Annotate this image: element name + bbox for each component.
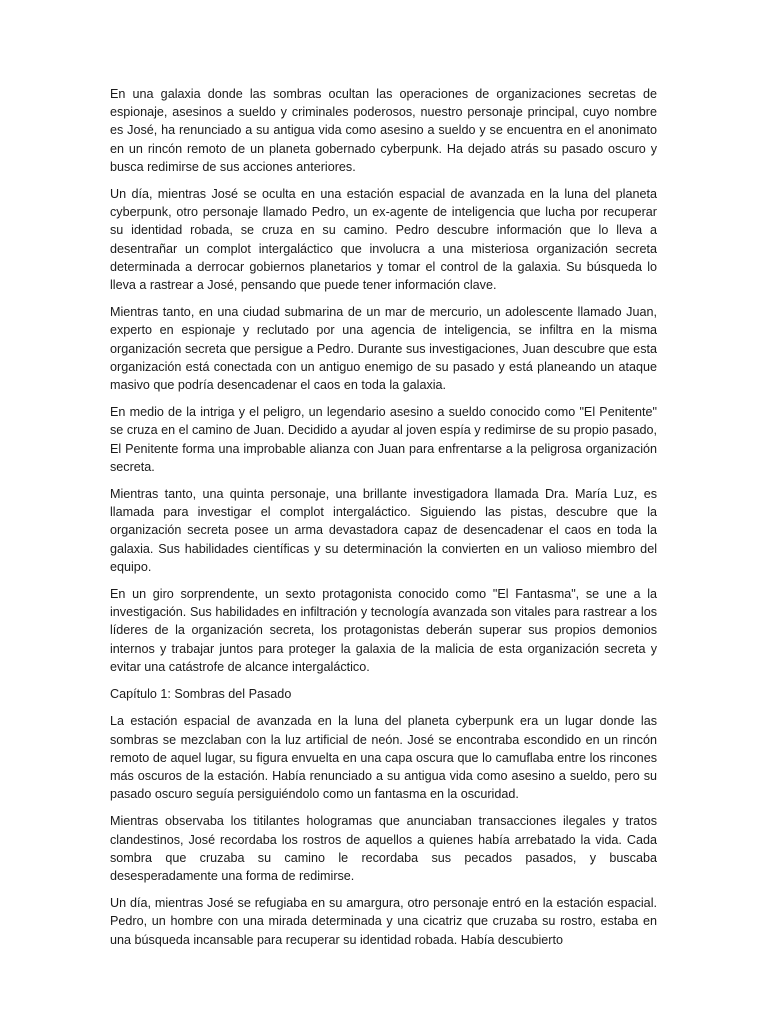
paragraph-intro-3: Mientras tanto, en una ciudad submarina de un mar de mercurio, un adolescente llamado Juan, experto en espionaje y reclutado por una agencia de inteligencia, se infiltra en la misma organización secreta que persigue a Pedro. Durante sus investigaciones, Juan descubre que esta organización está conectada con un antiguo enemigo de su pasado y está planeando un ataque masivo que podría desencadenar el caos en toda la galaxia. [110,305,657,393]
paragraph-intro-6: En un giro sorprendente, un sexto protagonista conocido como "El Fantasma", se une a la investigación. Sus habilidades en infiltración y tecnología avanzada son vitales para rastrear a los líderes de la organización secreta, los protagonistas deberán superar sus propios demonios internos y trabajar juntos para proteger la galaxia de la malicia de esta organización secreta y evitar una catástrofe de alcance intergaláctico. [110,587,657,674]
paragraph-chapter-3: Un día, mientras José se refugiaba en su amargura, otro personaje entró en la estación espacial. Pedro, un hombre con una mirada determinada y una cicatriz que cruzaba su rostro, estaba en una búsqueda incansable para recuperar su identidad robada. Había descubierto [110,896,657,947]
document-page [110,85,657,958]
paragraph-intro-2: Un día, mientras José se oculta en una estación espacial de avanzada en la luna del planeta cyberpunk, otro personaje llamado Pedro, un ex-agente de inteligencia que lucha por recuperar su identidad robada, se cruza en su camino. Pedro descubre información que lo lleva a desentrañar un complot intergaláctico que involucra a una misteriosa organización secreta determinada a derrocar gobiernos planetarios y tomar el control de la galaxia. Su búsqueda lo lleva a rastrear a José, pensando que puede tener información clave. [110,187,657,293]
paragraph-intro-5: Mientras tanto, una quinta personaje, una brillante investigadora llamada Dra. María Luz, es llamada para investigar el complot intergaláctico. Siguiendo las pistas, descubre que la organización secreta posee un arma devastadora capaz de desencadenar el caos en toda la galaxia. Sus habilidades científicas y su determinación la convierten en un valioso miembro del equipo. [110,487,657,574]
paragraph-chapter-1: La estación espacial de avanzada en la luna del planeta cyberpunk era un lugar donde las sombras se mezclaban con la luz artificial de neón. José se encontraba escondido en un rincón remoto de aquel lugar, su figura envuelta en una capa oscura que lo camuflaba entre los rincones más oscuros de la estación. Había renunciado a su antigua vida como asesino a sueldo, pero su pasado oscuro seguía persiguiéndolo como un fantasma en la oscuridad. [110,714,657,802]
paragraph-intro-4: En medio de la intriga y el peligro, un legendario asesino a sueldo conocido como "El Penitente" se cruza en el camino de Juan. Decidido a ayudar al joven espía y redimirse de su propio pasado, El Penitente forma una improbable alianza con Juan para enfrentarse a la peligrosa organización secreta. [110,405,657,474]
paragraph-intro-1: En una galaxia donde las sombras ocultan las operaciones de organizaciones secretas de espionaje, asesinos a sueldo y criminales poderosos, nuestro personaje principal, cuyo nombre es José, ha renunciado a su antigua vida como asesino a sueldo y se encuentra en el anonimato en un rincón remoto de un planeta gobernado cyberpunk. Ha dejado atrás su pasado oscuro y busca redimirse de sus acciones anteriores. [110,87,657,174]
paragraph-chapter-2: Mientras observaba los titilantes hologramas que anunciaban transacciones ilegales y tratos clandestinos, José recordaba los rostros de aquellos a quienes había arrebatado la vida. Cada sombra que cruzaba su camino le recordaba sus pecados pasados, y buscaba desesperadamente una forma de redimirse. [110,814,657,883]
chapter-heading: Capítulo 1: Sombras del Pasado [110,687,292,702]
